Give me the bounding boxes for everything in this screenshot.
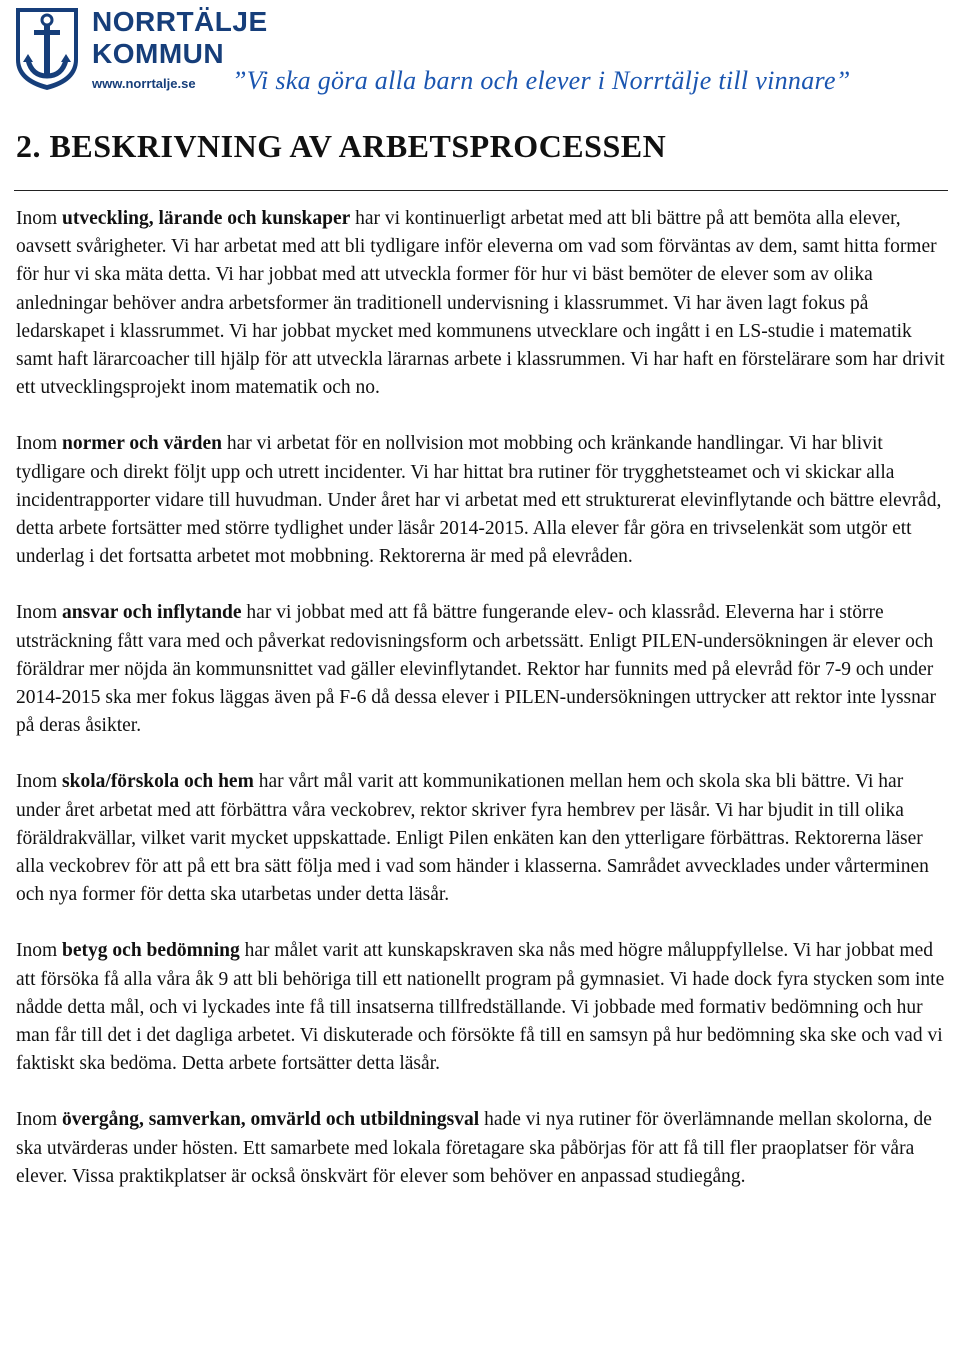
page-title: 2. BESKRIVNING AV ARBETSPROCESSEN [16, 128, 667, 164]
paragraph-intro: Inom [16, 1109, 63, 1131]
paragraph-overgang [16, 1106, 948, 1191]
paragraph-text: har målet varit att kunskapskraven ska nås med högre måluppfyllelse. Vi har jobbat med att försöka få alla våra åk 9 att bli behöriga till ett nationellt program på gymnasiet. Vi hade dock fyra stycken som inte nådde detta mål, och vi lyckades inte få till insatserna tillfredställande. Vi jobbade med formativ bedömning och hur man får till det i det dagliga arbetet. Vi diskuterade och försökte få till en samsyn på hur bedömning ska ske och vad vi faktiskt ska bedöma. Detta arbete fortsätter detta läsår. [16, 940, 945, 1075]
paragraph-text: har vi jobbat med att få bättre fungerande elev- och klassråd. Eleverna har i större utsträckning fått vara med och påverkat redovisningsform och arbetssätt. Enligt PILEN-undersökningen är elever och föräldrar mer nöjda än kommunsnittet vad gäller elevinflytandet. Rektor har funnits med på elevråd för 7-9 och under 2014-2015 ska mer fokus läggas även på F-6 då dessa elever i PILEN-undersökningen uttrycker att rektor inte lyssnar på deras åsikter. [16, 602, 937, 737]
paragraph-betyg [16, 937, 948, 1078]
paragraph-intro: Inom [16, 602, 63, 624]
paragraph-utveckling [16, 205, 948, 402]
paragraph-text: har vårt mål varit att kommunikationen mellan hem och skola ska bli bättre. Vi har under året arbetat med att förbättra våra veckobrev, rektor skriver fyra hembrev per läsår. Vi har bjudit in till olika föräldrakvällar, vilket varit mycket uppskattade. Enligt Pilen enkäten kan den ytterligare förbättras. Rektorerna läser alla veckobrev för att på ett bra sätt följa med i vad som händer i klasserna. Samrådet avvecklades under vårterminen och nya former för detta ska utarbetas under detta läsår. [16, 771, 929, 906]
paragraph-intro: Inom [16, 940, 63, 962]
paragraph-keyword: ansvar och inflytande [62, 602, 242, 624]
paragraph-intro: Inom [16, 771, 63, 793]
paragraph-keyword: skola/förskola och hem [62, 771, 254, 793]
page-header [0, 0, 960, 110]
paragraph-normer [16, 430, 948, 571]
title-divider [14, 190, 948, 191]
paragraph-text: har vi arbetat för en nollvision mot mobbing och kränkande handlingar. Vi har blivit tydligare och direkt följt upp och utrett incidenter. Vi har hittat bra rutiner för trygghetsteamet och vi skickar alla incidentrapporter vidare till huvudman. Under året har vi arbetat med ett strukturerat elevinflytande och bättre elevråd, detta arbete fortsätter med större tydlighet under läsår 2014-2015. Alla elever får göra en trivselenkät som utgör ett underlag i det fortsatta arbetet mot mobbning. Rektorerna är med på elevråden. [16, 433, 942, 568]
tagline: ”Vi ska göra alla barn och elever i Norrtälje till vinnare” [232, 66, 851, 95]
org-name-line2: KOMMUN [92, 38, 225, 69]
org-url: www.norrtalje.se [92, 76, 196, 91]
paragraph-intro: Inom [16, 208, 63, 229]
paragraph-skola-hem [16, 768, 948, 909]
paragraph-intro: Inom [16, 433, 63, 455]
org-name-line1: NORRTÄLJE [92, 6, 268, 37]
org-name [92, 6, 268, 70]
anchor-crest-icon [12, 4, 82, 92]
paragraph-text: har vi kontinuerligt arbetat med att bli bättre på att bemöta alla elever, oavsett svårigheter. Vi har arbetat med att bli tydligare inför eleverna om vad som förväntas av dem, samt hitta former för hur vi ska mäta detta. Vi har jobbat med att utveckla former för hur vi bäst bemöter de elever som av olika anledningar behöver andra arbetsformer än traditionell undervisning i klassrummet. Vi har även lagt fokus på ledarskapet i klassrummet. Vi har jobbat mycket med kommunens utvecklare och ingått i en LS-studie i matematik samt haft lärarcoacher till hjälp för att utveckla lärarnas arbete i klassrummen. Vi har haft en förstelärare som har drivit ett utvecklingsprojekt inom matematik och no. [16, 208, 945, 399]
paragraph-keyword: utveckling, lärande och kunskaper [62, 208, 351, 229]
paragraph-keyword: övergång, samverkan, omvärld och utbildningsval [62, 1109, 480, 1131]
paragraph-keyword: normer och värden [62, 433, 222, 455]
paragraph-keyword: betyg och bedömning [62, 940, 240, 962]
paragraph-text: hade vi nya rutiner för överlämnande mellan skolorna, de ska utvärderas under hösten. Ett samarbete med lokala företagare ska påbörjas för att få till fler praoplatser för våra elever. Vissa praktikplatser är också önskvärt för elever som behöver en anpassad studiegång. [16, 1109, 932, 1187]
document-body [16, 205, 948, 1219]
paragraph-ansvar [16, 599, 948, 740]
